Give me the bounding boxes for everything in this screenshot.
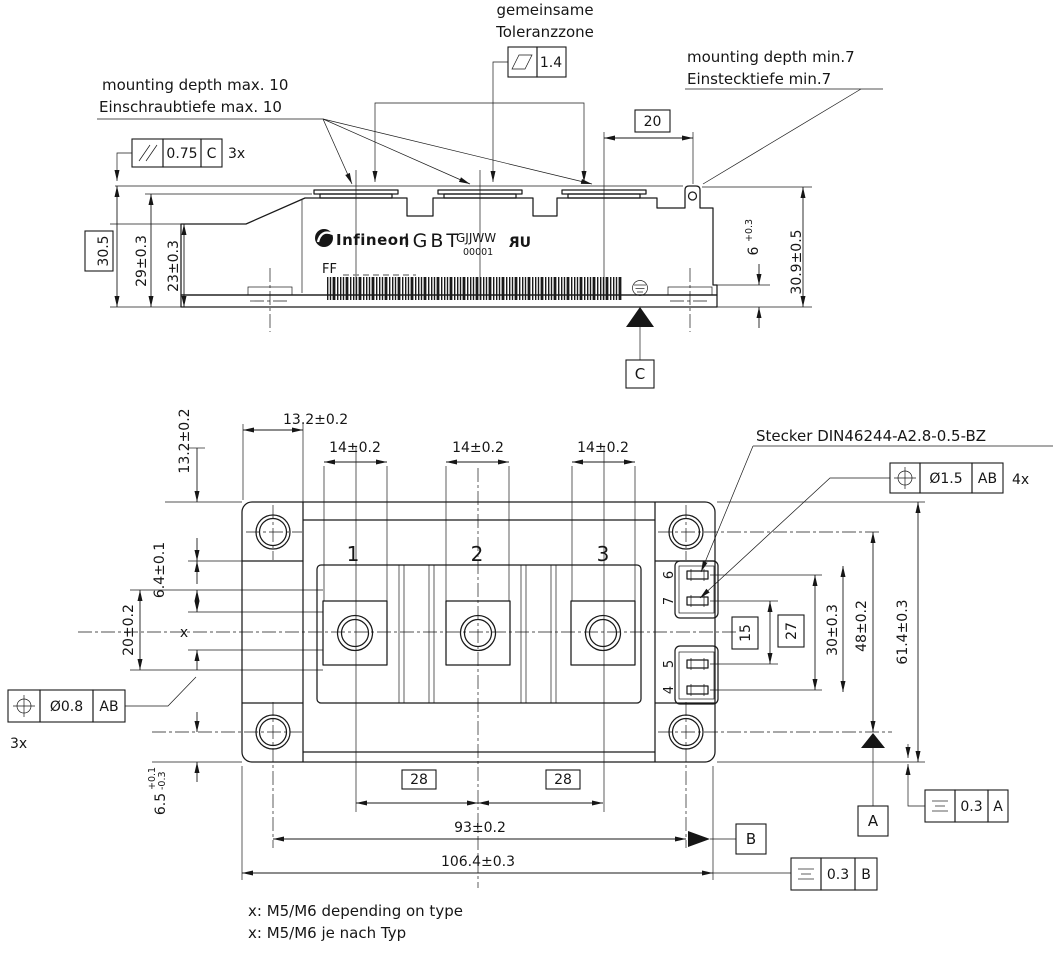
dim-terminal-width-1: 14±0.2 xyxy=(329,440,381,456)
dim-overall-width: 106.4±0.3 xyxy=(440,854,516,870)
product-text: IGBT xyxy=(404,230,461,252)
position-pins-dia: Ø1.5 xyxy=(929,471,963,487)
position-holes-dia: Ø0.8 xyxy=(49,699,84,715)
ul-recognized-icon: UR xyxy=(508,235,531,251)
position-pins-count: 4x xyxy=(1012,472,1030,488)
note-line-2: x: M5/M6 je nach Typ xyxy=(248,924,407,942)
common-tolerance-line2: Toleranzzone xyxy=(496,23,594,41)
dim-terminal-width-2: 14±0.2 xyxy=(452,440,504,456)
date-code-text: GJJWW xyxy=(456,231,497,245)
dim-pitch-a: 28 xyxy=(410,772,428,788)
dim-slot-top: 6.4±0.1 xyxy=(152,541,168,599)
symmetry-b-datum: B xyxy=(861,867,871,883)
flatness-value: 1.4 xyxy=(539,55,563,71)
position-pins-datum: AB xyxy=(977,471,998,487)
common-tolerance-line1: gemeinsame xyxy=(496,1,594,19)
dim-pin-distance: 20 xyxy=(643,114,662,130)
pin-7-label: 7 xyxy=(662,596,677,606)
position-holes-count: 3x xyxy=(10,736,28,752)
svg-text:6: 6 xyxy=(746,246,762,256)
infineon-logo-icon xyxy=(315,229,333,247)
symmetry-a-value: 0.3 xyxy=(960,799,983,815)
terminal-3-label: 3 xyxy=(596,542,610,566)
dim-pin-outer: 27 xyxy=(784,622,800,640)
svg-text:-0.3: -0.3 xyxy=(157,771,168,790)
position-holes-datum: AB xyxy=(99,699,119,715)
parallelism-datum: C xyxy=(206,146,217,162)
serial-text: 00001 xyxy=(463,247,494,258)
dim-holes-horizontal: 93±0.2 xyxy=(454,820,506,836)
mounting-depth-min-de: Einstecktiefe min.7 xyxy=(687,70,832,88)
terminal-2-label: 2 xyxy=(470,542,484,566)
pin-4-label: 4 xyxy=(662,685,677,695)
parallelism-count: 3x xyxy=(228,146,246,162)
parallelism-value: 0.75 xyxy=(166,146,198,162)
dim-pin-inner: 15 xyxy=(738,624,754,642)
dim-edge-horizontal: 13.2±0.2 xyxy=(283,412,349,428)
svg-text:6.5: 6.5 xyxy=(153,792,169,816)
pin-5-label: 5 xyxy=(662,659,677,669)
terminal-1-label: 1 xyxy=(346,542,360,566)
svg-text:+0.1: +0.1 xyxy=(147,766,158,790)
dim-holes-vertical: 48±0.2 xyxy=(854,600,870,652)
dim-terminal-width-3: 14±0.2 xyxy=(577,440,629,456)
dim-body-height: 29±0.3 xyxy=(134,235,150,287)
barcode xyxy=(327,277,623,300)
brand-text: Infineon xyxy=(336,231,410,249)
mounting-depth-max-de: Einschraubtiefe max. 10 xyxy=(99,98,282,116)
dim-edge-vertical: 13.2±0.2 xyxy=(177,408,193,474)
dim-slot-width: 20±0.2 xyxy=(121,604,137,656)
datum-b-label: B xyxy=(745,830,757,848)
dim-overall-height: 30.5 xyxy=(96,235,112,267)
type-prefix-text: FF xyxy=(322,262,337,277)
dim-pitch-b: 28 xyxy=(554,772,572,788)
symmetry-b-value: 0.3 xyxy=(826,867,850,883)
symmetry-a-datum: A xyxy=(993,799,1003,815)
dim-pin-span: 30±0.3 xyxy=(825,604,841,656)
datum-a-label: A xyxy=(867,812,879,830)
pin-6-label: 6 xyxy=(662,570,677,580)
dim-ledge-height: 23±0.3 xyxy=(166,240,182,292)
mounting-depth-min-en: mounting depth min.7 xyxy=(687,48,855,66)
mounting-depth-max-en: mounting depth max. 10 xyxy=(102,76,289,94)
dim-overall-height-plan: 61.4±0.3 xyxy=(895,599,911,665)
connector-label: Stecker DIN46244-A2.8-0.5-BZ xyxy=(756,427,987,445)
dim-pin-height: 30.9±0.5 xyxy=(789,229,805,295)
datum-c-label: C xyxy=(634,365,646,383)
dim-slot-label: x xyxy=(179,625,189,641)
note-line-1: x: M5/M6 depending on type xyxy=(248,902,463,920)
svg-text:+0.3: +0.3 xyxy=(744,218,755,242)
